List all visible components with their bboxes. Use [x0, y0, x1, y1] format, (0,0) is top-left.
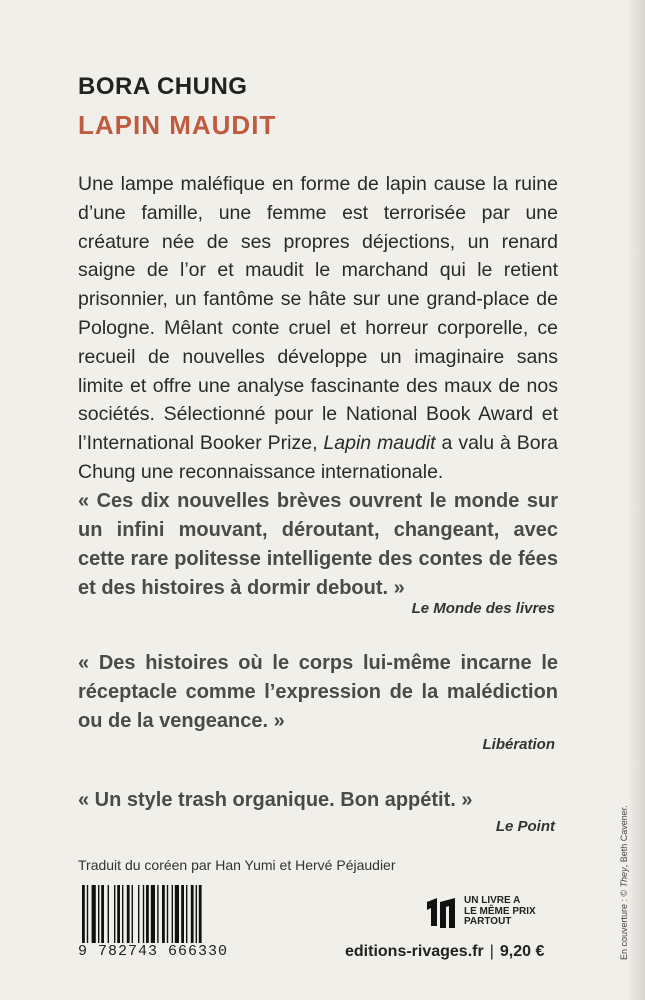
publisher-website: editions-rivages.fr [345, 943, 484, 960]
cover-edge-shadow [627, 0, 645, 1000]
slogan-line-2: LE MÊME PRIX [464, 905, 536, 917]
blurb-text-1: Une lampe maléfique en forme de lapin cause la ruine d’une famille, une femme est terrorisée par une créature née de ses propres déjections, un renard saigne de l’or et maudit le marchand qui le retient prisonnier, un fantôme se hâte sur une grand-place de Pologne. Mêlant conte cruel et horreur corporelle, ce recueil de nouvelles développe un imaginaire sans limite et offre une analyse fascinante des maux de nos sociétés. Sélectionné pour le National Book Award et l’International Booker Prize, [78, 173, 558, 455]
publisher-logo-icon [425, 896, 457, 930]
credit-work: They [619, 867, 629, 888]
ean-number: 9 782743 666330 [78, 943, 253, 960]
author-name: BORA CHUNG [78, 73, 248, 100]
cover-art-credit [619, 805, 629, 960]
review-quote-3: « Un style trash organique. Bon appétit. » [78, 789, 473, 811]
translator-credit: Traduit du coréen par Han Yumi et Hervé Péjaudier [78, 857, 396, 873]
credit-suffix: , Beth Cavener. [619, 805, 629, 868]
publisher-footer [345, 943, 544, 961]
review-quote-1: « Ces dix nouvelles brèves ouvrent le monde sur un infini mouvant, déroutant, changeant, avec cette rare politesse intelligente des contes de fées et des histoires à dormir debout. » [78, 490, 558, 599]
slogan-line-1: UN LIVRE A [464, 895, 521, 906]
credit-prefix: En couverture : © [619, 887, 629, 960]
review-source-1: Le Monde des livres [411, 600, 555, 617]
footer-separator: | [489, 943, 494, 960]
slogan-line-3: PARTOUT [464, 916, 512, 927]
blurb-text-2: a valu à Bora Chung une reconnaissance internationale. [78, 432, 558, 483]
review-source-2: Libération [482, 736, 555, 753]
price-slogan [464, 896, 536, 928]
book-title: LAPIN MAUDIT [78, 110, 277, 140]
book-blurb [78, 170, 558, 487]
review-source-3: Le Point [495, 818, 555, 835]
blurb-title-italic: Lapin maudit [323, 432, 436, 455]
review-quote-2: « Des histoires où le corps lui-même incarne le réceptacle comme l’expression de la malédiction ou de la vengeance. » [78, 652, 558, 732]
book-price: 9,20 € [499, 943, 545, 960]
